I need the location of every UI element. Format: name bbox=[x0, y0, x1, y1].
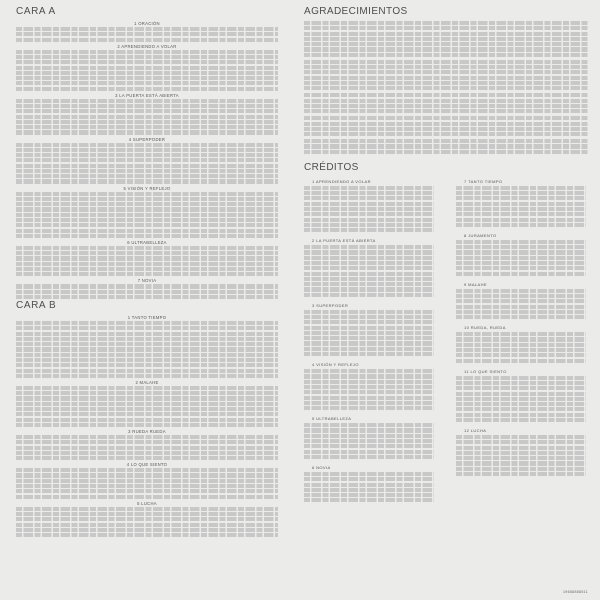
lyric-line bbox=[16, 326, 278, 330]
credit-block bbox=[304, 238, 434, 297]
lyric-line bbox=[16, 115, 278, 119]
credit-song-title: 5 ULTRABELLEZA bbox=[312, 416, 352, 422]
lyric-line bbox=[16, 251, 278, 255]
acknowledgement-line bbox=[304, 26, 588, 30]
lyric-line bbox=[16, 321, 278, 325]
lyric-line bbox=[16, 99, 278, 103]
song-title: 3 LA PUERTA ESTÁ ABIERTA bbox=[115, 92, 179, 98]
acknowledgement-line bbox=[304, 132, 588, 136]
credit-line bbox=[304, 223, 434, 227]
credit-line bbox=[304, 326, 434, 330]
credit-block bbox=[456, 428, 586, 476]
credit-line bbox=[456, 446, 586, 450]
credit-block bbox=[456, 233, 586, 276]
credit-line bbox=[456, 250, 586, 254]
credit-line bbox=[456, 196, 586, 200]
credit-line bbox=[304, 385, 434, 389]
lyric-line bbox=[16, 174, 278, 178]
credits-title: CRÉDITOS bbox=[304, 161, 359, 173]
credit-line bbox=[304, 483, 434, 487]
acknowledgement-line bbox=[304, 139, 588, 143]
credit-line bbox=[456, 467, 586, 471]
lyric-line bbox=[16, 192, 278, 196]
credit-line bbox=[456, 294, 586, 298]
credit-block bbox=[456, 369, 586, 422]
acknowledgement-line bbox=[304, 144, 588, 148]
lyric-line bbox=[16, 512, 278, 516]
side-a-songs bbox=[16, 21, 278, 299]
credit-line bbox=[304, 401, 434, 405]
song-title: 1 ORACIÓN bbox=[134, 21, 160, 26]
song-title: 6 ULTRABELLEZA bbox=[127, 239, 167, 245]
lyric-line bbox=[16, 284, 278, 288]
lyric-line bbox=[16, 528, 278, 532]
song-block bbox=[16, 44, 278, 91]
credit-line bbox=[304, 282, 434, 286]
acknowledgement-paragraph bbox=[304, 21, 588, 57]
acknowledgement-line bbox=[304, 150, 588, 154]
lyric-line bbox=[16, 27, 278, 31]
lyric-line bbox=[16, 533, 278, 537]
acknowledgement-paragraph bbox=[304, 60, 588, 91]
song-title: 7 NOVIA bbox=[137, 278, 157, 284]
lyric-line bbox=[16, 213, 278, 217]
credit-line bbox=[456, 245, 586, 249]
credit-line bbox=[456, 332, 586, 336]
lyric-line bbox=[16, 207, 278, 211]
credit-line bbox=[304, 444, 434, 448]
song-block bbox=[16, 137, 278, 184]
lyric-line bbox=[16, 418, 278, 422]
credit-song-title: 4 VISIÓN Y REFLEJO bbox=[312, 362, 359, 368]
credit-line bbox=[456, 392, 586, 396]
song-block bbox=[16, 462, 278, 499]
lyric-line bbox=[16, 229, 278, 233]
lyric-line bbox=[16, 262, 278, 266]
lyric-line bbox=[16, 412, 278, 416]
acknowledgement-line bbox=[304, 47, 588, 51]
lyric-line bbox=[16, 148, 278, 152]
credit-line bbox=[304, 277, 434, 281]
credit-block bbox=[456, 282, 586, 320]
lyric-line bbox=[16, 386, 278, 390]
credit-line bbox=[456, 202, 586, 206]
credit-line bbox=[456, 353, 586, 357]
acknowledgement-line bbox=[304, 116, 588, 120]
lyric-line bbox=[16, 446, 278, 450]
credit-line bbox=[304, 455, 434, 459]
song-title: 2 MALAHE bbox=[135, 379, 159, 385]
lyric-line bbox=[16, 473, 278, 477]
credit-song-title: 11 LO QUE SIENTO bbox=[464, 368, 507, 374]
credit-block bbox=[304, 362, 434, 410]
lyric-line bbox=[16, 32, 278, 36]
credit-line bbox=[456, 402, 586, 406]
catalog-number: 19658858511 bbox=[562, 590, 588, 594]
credit-line bbox=[456, 381, 586, 385]
credit-line bbox=[456, 207, 586, 211]
credit-line bbox=[304, 341, 434, 345]
lyric-line bbox=[16, 104, 278, 108]
acknowledgement-paragraph bbox=[304, 139, 588, 154]
lyric-line bbox=[16, 223, 278, 227]
side-b-songs bbox=[16, 315, 278, 537]
credit-line bbox=[456, 272, 586, 276]
lyric-line bbox=[16, 402, 278, 406]
credit-line bbox=[456, 212, 586, 216]
credit-block bbox=[304, 179, 434, 232]
acknowledgement-line bbox=[304, 104, 588, 108]
credit-line bbox=[304, 287, 434, 291]
credit-line bbox=[304, 369, 434, 373]
lyric-line bbox=[16, 87, 278, 91]
credit-line bbox=[456, 191, 586, 195]
credits-column-1 bbox=[304, 179, 434, 509]
credit-line bbox=[456, 418, 586, 422]
lyric-line bbox=[16, 246, 278, 250]
acknowledgement-line bbox=[304, 21, 588, 25]
credit-line bbox=[456, 299, 586, 303]
lyric-line bbox=[16, 202, 278, 206]
lyric-line bbox=[16, 391, 278, 395]
credit-line bbox=[456, 435, 586, 439]
credit-line bbox=[304, 272, 434, 276]
credit-line bbox=[304, 256, 434, 260]
lyric-line bbox=[16, 164, 278, 168]
credit-line bbox=[456, 289, 586, 293]
credit-line bbox=[304, 450, 434, 454]
credit-line bbox=[304, 380, 434, 384]
lyric-line bbox=[16, 523, 278, 527]
credit-line bbox=[456, 407, 586, 411]
side-b-title: CARA B bbox=[16, 300, 57, 311]
side-a-section bbox=[16, 6, 278, 301]
acknowledgement-line bbox=[304, 81, 588, 85]
credit-line bbox=[456, 261, 586, 265]
credit-line bbox=[304, 352, 434, 356]
lyric-line bbox=[16, 169, 278, 173]
lyric-line bbox=[16, 120, 278, 124]
credit-line bbox=[304, 212, 434, 216]
lyric-line bbox=[16, 358, 278, 362]
credit-line bbox=[304, 374, 434, 378]
song-block bbox=[16, 429, 278, 460]
lyric-line bbox=[16, 130, 278, 134]
credit-line bbox=[456, 305, 586, 309]
lyric-line bbox=[16, 353, 278, 357]
credit-line bbox=[304, 320, 434, 324]
song-title: 4 LO QUE SIENTO bbox=[126, 462, 168, 468]
credit-line bbox=[304, 406, 434, 410]
lyric-line bbox=[16, 71, 278, 75]
lyric-line bbox=[16, 38, 278, 42]
credit-block bbox=[304, 465, 434, 503]
credit-line bbox=[304, 250, 434, 254]
song-title: 5 LUCHA bbox=[137, 500, 157, 506]
acknowledgement-line bbox=[304, 76, 588, 80]
acknowledgement-line bbox=[304, 86, 588, 90]
lyric-line bbox=[16, 407, 278, 411]
credit-block bbox=[304, 303, 434, 356]
credit-line bbox=[304, 390, 434, 394]
lyric-line bbox=[16, 517, 278, 521]
lyric-line bbox=[16, 468, 278, 472]
credit-line bbox=[456, 337, 586, 341]
credit-line bbox=[304, 472, 434, 476]
lyric-line bbox=[16, 234, 278, 238]
lyric-line bbox=[16, 50, 278, 54]
credit-line bbox=[304, 266, 434, 270]
credit-line bbox=[304, 396, 434, 400]
song-title: 2 APRENDIENDO A VOLAR bbox=[117, 43, 177, 49]
song-title: 5 VISIÓN Y REFLEJO bbox=[123, 185, 171, 191]
lyric-line bbox=[16, 109, 278, 113]
acknowledgement-line bbox=[304, 42, 588, 46]
credit-line bbox=[456, 472, 586, 476]
lyric-line bbox=[16, 76, 278, 80]
lyric-line bbox=[16, 451, 278, 455]
lyric-line bbox=[16, 60, 278, 64]
credit-song-title: 7 TANTO TIEMPO bbox=[464, 178, 503, 184]
acknowledgement-line bbox=[304, 65, 588, 69]
acknowledgements-title: AGRADECIMIENTOS bbox=[304, 6, 408, 17]
credit-line bbox=[304, 428, 434, 432]
credits-columns bbox=[304, 179, 588, 509]
lyric-line bbox=[16, 423, 278, 427]
credit-line bbox=[304, 331, 434, 335]
credit-line bbox=[304, 434, 434, 438]
acknowledgement-line bbox=[304, 37, 588, 41]
song-block bbox=[16, 278, 278, 299]
acknowledgement-paragraph bbox=[304, 93, 588, 113]
credit-line bbox=[304, 293, 434, 297]
lyric-line bbox=[16, 363, 278, 367]
credit-song-title: 2 LA PUERTA ESTÁ ABIERTA bbox=[312, 238, 376, 244]
song-block bbox=[16, 240, 278, 277]
credit-line bbox=[304, 261, 434, 265]
song-title: 1 TANTO TIEMPO bbox=[127, 315, 167, 320]
acknowledgement-line bbox=[304, 122, 588, 126]
credit-line bbox=[304, 196, 434, 200]
credit-song-title: 3 SUPERPODER bbox=[312, 302, 349, 308]
credit-line bbox=[456, 440, 586, 444]
lyric-line bbox=[16, 507, 278, 511]
credit-line bbox=[304, 315, 434, 319]
credit-song-title: 1 APRENDIENDO A VOLAR bbox=[312, 178, 371, 184]
credit-line bbox=[304, 191, 434, 195]
credit-song-title: 8 JURAMENTO bbox=[464, 232, 497, 238]
lyric-line bbox=[16, 332, 278, 336]
credit-line bbox=[304, 336, 434, 340]
lyric-line bbox=[16, 342, 278, 346]
lyric-line bbox=[16, 197, 278, 201]
song-title: 4 SUPERPODER bbox=[128, 136, 166, 142]
credit-block bbox=[304, 416, 434, 459]
song-block bbox=[16, 501, 278, 538]
lyric-line bbox=[16, 256, 278, 260]
credit-line bbox=[304, 477, 434, 481]
acknowledgements-and-credits bbox=[304, 6, 588, 508]
credit-line bbox=[304, 186, 434, 190]
acknowledgements-body bbox=[304, 21, 588, 154]
credit-line bbox=[304, 498, 434, 502]
credit-line bbox=[456, 223, 586, 227]
acknowledgement-line bbox=[304, 32, 588, 36]
acknowledgement-line bbox=[304, 60, 588, 64]
acknowledgement-line bbox=[304, 70, 588, 74]
credit-song-title: 12 LUCHA bbox=[464, 428, 487, 433]
lyric-line bbox=[16, 267, 278, 271]
credit-line bbox=[456, 386, 586, 390]
credit-line bbox=[304, 218, 434, 222]
credit-line bbox=[456, 256, 586, 260]
credit-line bbox=[456, 359, 586, 363]
lyric-line bbox=[16, 290, 278, 294]
lyric-line bbox=[16, 435, 278, 439]
lyric-line bbox=[16, 158, 278, 162]
credit-line bbox=[304, 310, 434, 314]
credits-column-2 bbox=[456, 179, 586, 509]
lyric-line bbox=[16, 374, 278, 378]
credit-line bbox=[456, 456, 586, 460]
lyric-line bbox=[16, 495, 278, 499]
acknowledgement-line bbox=[304, 109, 588, 113]
credit-line bbox=[456, 461, 586, 465]
song-block bbox=[16, 186, 278, 238]
song-block bbox=[16, 93, 278, 135]
credit-line bbox=[456, 218, 586, 222]
credit-block bbox=[456, 325, 586, 363]
credit-line bbox=[304, 228, 434, 232]
credit-line bbox=[304, 245, 434, 249]
side-a-title: CARA A bbox=[16, 6, 56, 17]
lyric-line bbox=[16, 440, 278, 444]
song-block bbox=[16, 315, 278, 378]
lyric-line bbox=[16, 66, 278, 70]
lyric-line bbox=[16, 347, 278, 351]
lyric-line bbox=[16, 479, 278, 483]
song-title: 3 RUEDA RUEDA bbox=[128, 428, 166, 434]
lyric-line bbox=[16, 55, 278, 59]
credit-line bbox=[304, 493, 434, 497]
lyric-line bbox=[16, 179, 278, 183]
credit-line bbox=[456, 310, 586, 314]
song-block bbox=[16, 380, 278, 427]
credit-line bbox=[456, 348, 586, 352]
credit-line bbox=[456, 343, 586, 347]
credit-song-title: 10 RUEDA, RUEDA bbox=[464, 325, 506, 331]
lyric-line bbox=[16, 272, 278, 276]
credit-line bbox=[456, 266, 586, 270]
credit-line bbox=[304, 347, 434, 351]
side-b-section bbox=[16, 300, 278, 539]
credit-line bbox=[456, 240, 586, 244]
credit-line bbox=[456, 397, 586, 401]
lyric-line bbox=[16, 396, 278, 400]
lyric-line bbox=[16, 484, 278, 488]
credit-line bbox=[456, 186, 586, 190]
credit-song-title: 6 NOVIA bbox=[312, 464, 331, 470]
acknowledgement-line bbox=[304, 53, 588, 57]
credit-line bbox=[304, 207, 434, 211]
credit-song-title: 9 MALAHE bbox=[464, 281, 487, 287]
lyric-line bbox=[16, 125, 278, 129]
credit-line bbox=[456, 451, 586, 455]
credit-line bbox=[304, 423, 434, 427]
lyric-line bbox=[16, 218, 278, 222]
lyric-line bbox=[16, 81, 278, 85]
credit-line bbox=[456, 413, 586, 417]
acknowledgement-paragraph bbox=[304, 116, 588, 136]
lyric-line bbox=[16, 489, 278, 493]
credit-line bbox=[304, 439, 434, 443]
acknowledgement-line bbox=[304, 93, 588, 97]
acknowledgement-line bbox=[304, 127, 588, 131]
credit-line bbox=[456, 376, 586, 380]
lyric-line bbox=[16, 295, 278, 299]
credit-line bbox=[304, 202, 434, 206]
song-block bbox=[16, 21, 278, 42]
lyric-line bbox=[16, 456, 278, 460]
credit-line bbox=[304, 488, 434, 492]
lyric-line bbox=[16, 337, 278, 341]
acknowledgement-line bbox=[304, 99, 588, 103]
credit-block bbox=[456, 179, 586, 227]
lyric-line bbox=[16, 143, 278, 147]
credit-line bbox=[456, 315, 586, 319]
lyric-line bbox=[16, 153, 278, 157]
lyric-line bbox=[16, 369, 278, 373]
